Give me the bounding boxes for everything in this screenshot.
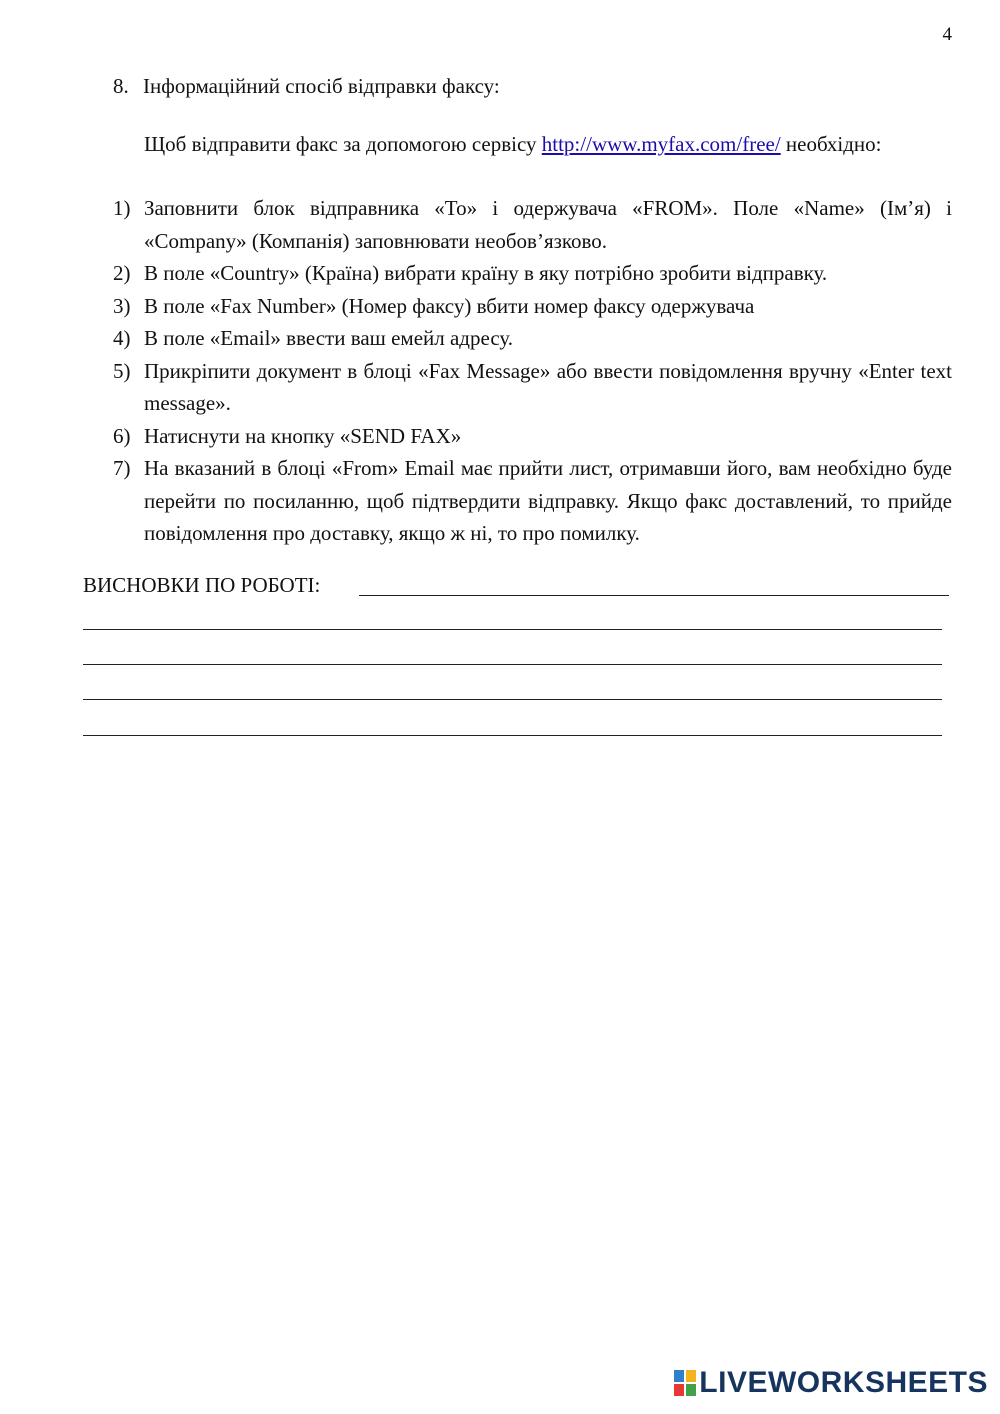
answer-line[interactable] xyxy=(83,629,942,630)
step-text: Заповнити блок відправника «To» і одержувача «FROM». Поле «Name» (Ім’я) і «Company» (Компанія) заповнювати необов’язково. xyxy=(144,196,952,253)
step-item xyxy=(83,452,952,550)
page-number: 4 xyxy=(942,24,952,45)
step-text: В поле «Country» (Країна) вибрати країну в яку потрібно зробити відправку. xyxy=(144,261,828,285)
intro-text-after: необхідно: xyxy=(780,132,882,156)
myfax-link[interactable]: http://www.myfax.com/free/ xyxy=(541,132,781,156)
step-item xyxy=(83,257,952,290)
step-text: Прикріпити документ в блоці «Fax Message» або ввести повідомлення вручну «Enter text message». xyxy=(144,358,952,415)
step-number: 6) xyxy=(113,423,131,448)
step-item xyxy=(83,322,952,355)
section-title: Інформаційний спосіб відправки факсу: xyxy=(143,74,500,98)
answer-line[interactable] xyxy=(83,664,942,665)
step-number: 1) xyxy=(113,196,131,220)
section-number: 8. xyxy=(113,74,129,98)
step-number: 3) xyxy=(113,293,131,318)
step-number: 4) xyxy=(113,326,131,350)
step-item xyxy=(83,355,952,420)
step-number: 5) xyxy=(113,358,131,383)
step-number: 2) xyxy=(113,261,131,285)
liveworksheets-logo xyxy=(674,1366,988,1400)
conclusion-label: ВИСНОВКИ ПО РОБОТІ: xyxy=(83,573,321,597)
steps-list xyxy=(83,192,952,550)
intro-text-before: Щоб відправити факс за допомогою сервісу xyxy=(144,132,542,156)
step-number: 7) xyxy=(113,456,131,480)
section-heading xyxy=(113,74,500,99)
step-text: В поле «Fax Number» (Номер факсу) вбити номер факсу одержувача xyxy=(144,293,755,318)
step-item xyxy=(83,290,952,323)
step-text: На вказаний в блоці «From» Email має прийти лист, отримавши його, вам необхідно буде перейти по посиланню, щоб підтвердити відправку. Якщо факс доставлений, то прийде повідомлення про доставку, якщо ж ні, то про помилку. xyxy=(144,456,952,545)
step-text: Натиснути на кнопку «SEND FAX» xyxy=(144,423,462,448)
intro-paragraph xyxy=(83,128,952,161)
answer-line[interactable] xyxy=(359,595,949,596)
step-item xyxy=(83,192,952,257)
step-item xyxy=(83,420,952,453)
step-text: В поле «Email» ввести ваш емейл адресу. xyxy=(144,326,514,350)
logo-text: LIVEWORKSHEETS xyxy=(699,1366,988,1399)
liveworksheets-logo-icon xyxy=(674,1370,696,1396)
answer-line[interactable] xyxy=(83,699,942,700)
answer-line[interactable] xyxy=(83,735,942,736)
